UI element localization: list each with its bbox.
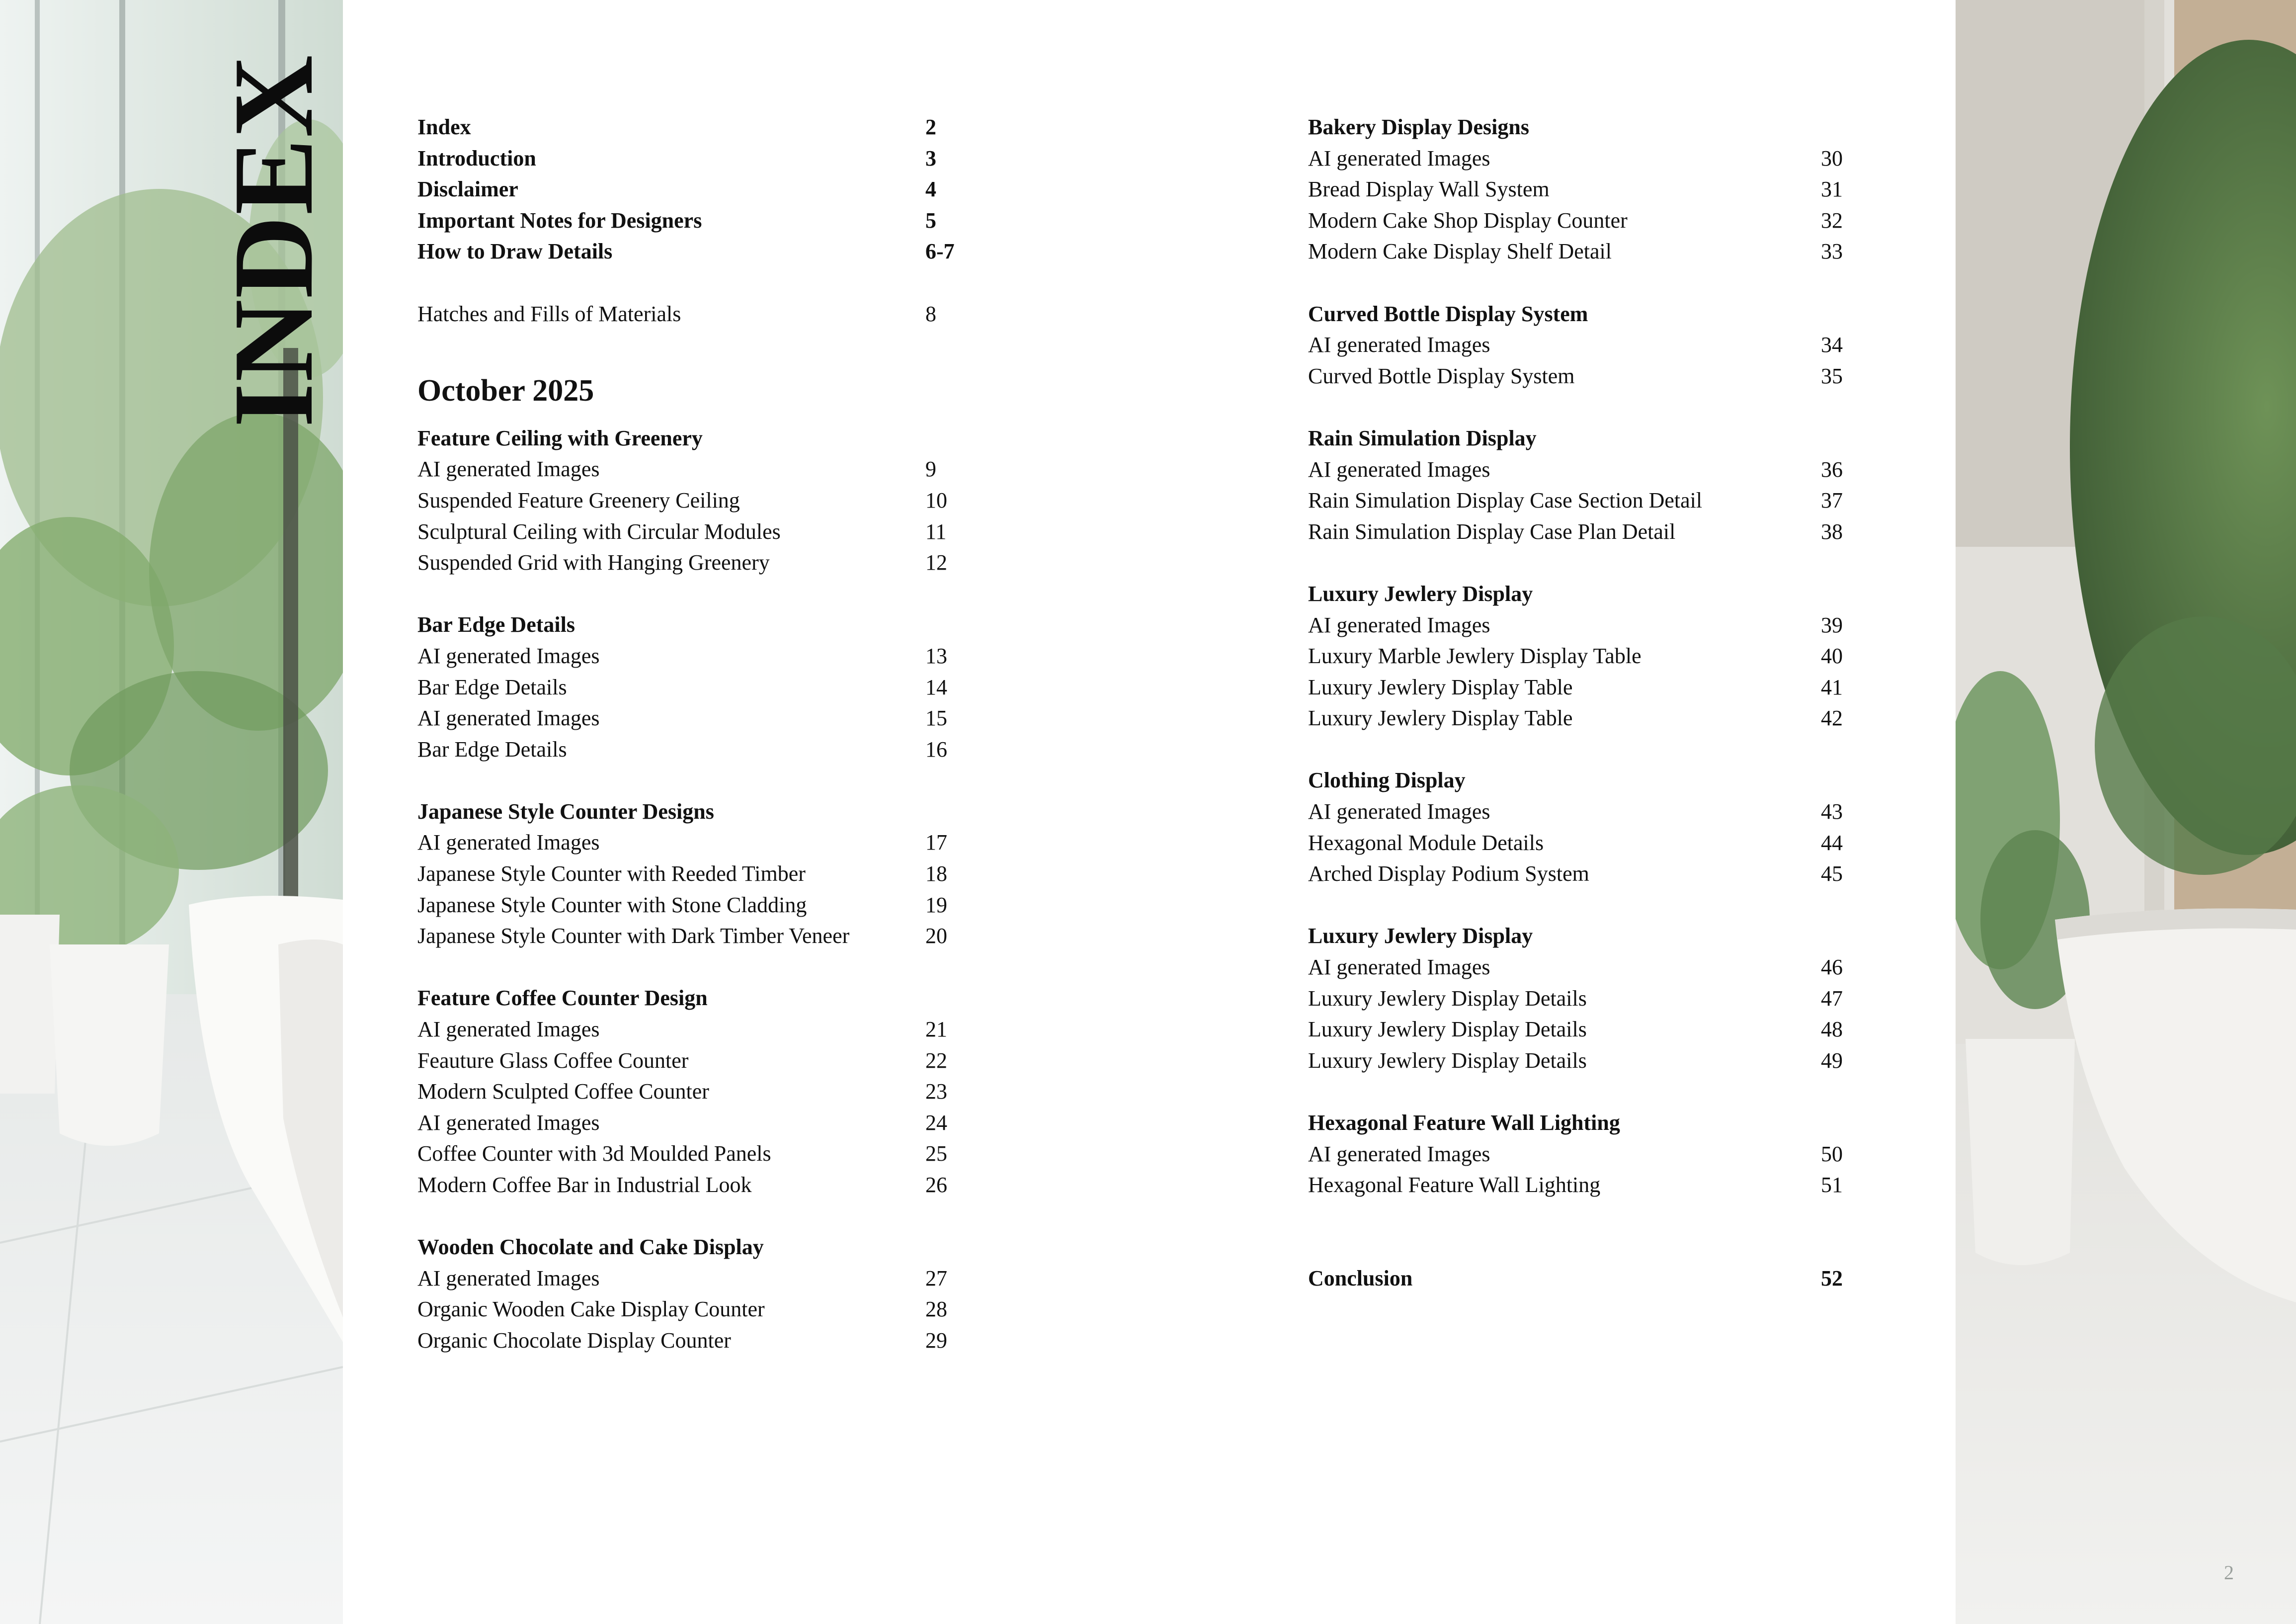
- entry-page: 15: [925, 706, 947, 731]
- entry-label: Rain Simulation Display Case Plan Detail: [1308, 519, 1676, 544]
- entry-label: Organic Chocolate Display Counter: [417, 1328, 731, 1353]
- entry-page: 10: [925, 488, 947, 513]
- entry-label: Arched Display Podium System: [1308, 861, 1589, 886]
- entry-page: 45: [1821, 861, 1843, 886]
- entry-page: 24: [925, 1110, 947, 1135]
- entry-page: 16: [925, 737, 947, 762]
- toc-entry[interactable]: [417, 734, 954, 766]
- toc-entry[interactable]: [1308, 641, 1850, 672]
- toc-entry[interactable]: [1308, 952, 1850, 983]
- section-heading[interactable]: [417, 796, 954, 828]
- toc-entry[interactable]: [1308, 516, 1850, 548]
- toc-entry-conclusion[interactable]: [1308, 1263, 1850, 1294]
- section-heading-label: Curved Bottle Display System: [1308, 301, 1588, 326]
- section-heading[interactable]: [417, 1232, 954, 1263]
- toc-entry[interactable]: [1308, 330, 1850, 361]
- entry-page: 21: [925, 1017, 947, 1042]
- section-heading[interactable]: [1308, 423, 1850, 454]
- spacer: [1308, 734, 1850, 766]
- entry-page: 37: [1821, 488, 1843, 513]
- toc-entry[interactable]: [417, 1294, 954, 1325]
- index-title: INDEX: [210, 54, 336, 427]
- toc-entry[interactable]: [417, 205, 954, 237]
- planter-greenery-photo: [1956, 0, 2296, 1624]
- spacer: [1308, 267, 1850, 299]
- entry-page: 4: [925, 177, 936, 202]
- entry-label: AI generated Images: [417, 1266, 600, 1290]
- toc-entry[interactable]: [1308, 672, 1850, 703]
- entry-page: 6-7: [925, 239, 955, 264]
- toc-entry[interactable]: [1308, 796, 1850, 828]
- entry-label: Modern Cake Shop Display Counter: [1308, 208, 1628, 233]
- entry-page: 23: [925, 1079, 947, 1104]
- entry-page: 47: [1821, 986, 1843, 1011]
- toc-entry[interactable]: [417, 485, 954, 516]
- toc-entry[interactable]: [417, 1108, 954, 1139]
- entry-page: 27: [925, 1266, 947, 1290]
- section-heading[interactable]: [417, 609, 954, 641]
- toc-entry[interactable]: [417, 454, 954, 485]
- entry-page: 22: [925, 1048, 947, 1073]
- toc-entry[interactable]: [1308, 703, 1850, 734]
- toc-entry[interactable]: [1308, 610, 1850, 641]
- section-heading[interactable]: [417, 983, 954, 1014]
- section-heading[interactable]: [1308, 579, 1850, 610]
- toc-entry[interactable]: [1308, 1139, 1850, 1170]
- entry-page: 19: [925, 892, 947, 917]
- section-heading[interactable]: [1308, 299, 1850, 330]
- entry-page: 34: [1821, 333, 1843, 357]
- entry-label: Important Notes for Designers: [417, 208, 702, 233]
- spacer: [417, 952, 954, 983]
- section-heading-label: Japanese Style Counter Designs: [417, 799, 714, 824]
- toc-entry[interactable]: [1308, 174, 1850, 205]
- entry-page: 51: [1821, 1173, 1843, 1197]
- toc-entry[interactable]: [1308, 485, 1850, 516]
- entry-label: Index: [417, 115, 471, 139]
- entry-label: Modern Coffee Bar in Industrial Look: [417, 1173, 752, 1197]
- entry-page: 44: [1821, 830, 1843, 855]
- toc-entry[interactable]: [1308, 1170, 1850, 1201]
- toc-entry[interactable]: [417, 703, 954, 734]
- entry-page: 28: [925, 1297, 947, 1322]
- entry-page: 30: [1821, 146, 1843, 171]
- entry-page: 25: [925, 1141, 947, 1166]
- entry-page: 20: [925, 924, 947, 948]
- section-heading[interactable]: [1308, 112, 1850, 143]
- right-photo-panel: [1956, 0, 2296, 1624]
- section-heading[interactable]: [1308, 1108, 1850, 1139]
- toc-entry[interactable]: [1308, 983, 1850, 1015]
- entry-label: Organic Wooden Cake Display Counter: [417, 1297, 765, 1322]
- entry-label: AI generated Images: [417, 1110, 600, 1135]
- entry-page: 8: [925, 301, 936, 326]
- entry-label: Suspended Grid with Hanging Greenery: [417, 550, 770, 575]
- entry-page: 31: [1821, 177, 1843, 202]
- toc-entry[interactable]: [1308, 236, 1850, 267]
- entry-label: Rain Simulation Display Case Section Detail: [1308, 488, 1703, 513]
- toc-entry[interactable]: [417, 1263, 954, 1294]
- entry-label: AI generated Images: [417, 830, 600, 855]
- toc-entry[interactable]: [417, 641, 954, 672]
- entry-label: Feauture Glass Coffee Counter: [417, 1048, 689, 1073]
- toc-entry[interactable]: [417, 672, 954, 703]
- entry-page: 32: [1821, 208, 1843, 233]
- entry-label: AI generated Images: [417, 457, 600, 482]
- spacer: [1308, 392, 1850, 423]
- toc-entry[interactable]: [1308, 1014, 1850, 1045]
- section-heading-label: Luxury Jewlery Display: [1308, 924, 1533, 948]
- entry-label: AI generated Images: [417, 1017, 600, 1042]
- section-heading-label: Bar Edge Details: [417, 612, 575, 637]
- entry-label: Coffee Counter with 3d Moulded Panels: [417, 1141, 771, 1166]
- entry-page: 12: [925, 550, 947, 575]
- entry-page: 42: [1821, 706, 1843, 731]
- section-heading-label: Hexagonal Feature Wall Lighting: [1308, 1111, 1620, 1135]
- entry-page: 39: [1821, 612, 1843, 637]
- section-heading[interactable]: [1308, 921, 1850, 952]
- entry-label: Luxury Marble Jewlery Display Table: [1308, 644, 1641, 669]
- entry-page: 48: [1821, 1017, 1843, 1042]
- entry-label: AI generated Images: [1308, 799, 1490, 824]
- toc-entry[interactable]: [417, 1045, 954, 1077]
- entry-label: Japanese Style Counter with Dark Timber Veneer: [417, 924, 850, 948]
- section-heading-label: Clothing Display: [1308, 768, 1466, 793]
- month-heading: October 2025: [417, 373, 594, 408]
- entry-label: Sculptural Ceiling with Circular Modules: [417, 519, 781, 544]
- toc-entry[interactable]: [417, 547, 954, 579]
- section-heading-label: Feature Coffee Counter Design: [417, 986, 708, 1011]
- toc-left-column: [417, 112, 954, 1357]
- toc-entry[interactable]: [1308, 858, 1850, 890]
- entry-page: 3: [925, 146, 936, 171]
- entry-label: Disclaimer: [417, 177, 518, 202]
- spacer: [1308, 547, 1850, 579]
- entry-label: AI generated Images: [1308, 955, 1490, 980]
- section-heading-label: Rain Simulation Display: [1308, 426, 1537, 450]
- toc-entry[interactable]: [1308, 828, 1850, 859]
- entry-label: Luxury Jewlery Display Details: [1308, 986, 1587, 1011]
- entry-label: Curved Bottle Display System: [1308, 363, 1575, 388]
- section-heading-label: Wooden Chocolate and Cake Display: [417, 1235, 764, 1260]
- entry-label: Conclusion: [1308, 1266, 1413, 1290]
- page-number: 2: [2224, 1561, 2234, 1584]
- entry-label: Bar Edge Details: [417, 737, 567, 762]
- toc-entry[interactable]: [417, 1014, 954, 1045]
- spacer: [417, 267, 954, 299]
- entry-page: 43: [1821, 799, 1843, 824]
- section-heading-label: Bakery Display Designs: [1308, 115, 1529, 139]
- entry-page: 9: [925, 457, 936, 482]
- toc-entry[interactable]: [1308, 143, 1850, 174]
- toc-entry[interactable]: [417, 143, 954, 174]
- entry-page: 14: [925, 675, 947, 699]
- toc-entry[interactable]: [417, 112, 954, 143]
- entry-label: AI generated Images: [1308, 1141, 1490, 1166]
- entry-page: 35: [1821, 363, 1843, 388]
- entry-label: Modern Sculpted Coffee Counter: [417, 1079, 709, 1104]
- entry-page: 52: [1821, 1266, 1843, 1290]
- toc-entry[interactable]: [417, 827, 954, 858]
- toc-right-column: [1308, 112, 1850, 1294]
- toc-entry[interactable]: [417, 921, 954, 952]
- toc-entry[interactable]: [417, 1170, 954, 1201]
- entry-label: Luxury Jewlery Display Table: [1308, 706, 1573, 731]
- entry-label: Modern Cake Display Shelf Detail: [1308, 239, 1612, 264]
- toc-entry[interactable]: [1308, 454, 1850, 486]
- toc-entry[interactable]: [1308, 361, 1850, 392]
- entry-page: 46: [1821, 955, 1843, 980]
- spacer: [1308, 1201, 1850, 1232]
- spacer: [417, 1201, 954, 1232]
- spacer: [417, 330, 954, 361]
- toc-entry[interactable]: [1308, 1045, 1850, 1077]
- entry-label: Hexagonal Feature Wall Lighting: [1308, 1173, 1601, 1197]
- entry-page: 5: [925, 208, 936, 233]
- toc-entry[interactable]: [417, 1138, 954, 1170]
- toc-entry[interactable]: [417, 1076, 954, 1108]
- entry-label: AI generated Images: [1308, 146, 1490, 171]
- entry-page: 17: [925, 830, 947, 855]
- entry-label: Japanese Style Counter with Reeded Timber: [417, 861, 806, 886]
- entry-page: 26: [925, 1173, 947, 1197]
- entry-page: 18: [925, 861, 947, 886]
- entry-label: How to Draw Details: [417, 239, 613, 264]
- spacer: [1308, 1232, 1850, 1263]
- entry-label: Suspended Feature Greenery Ceiling: [417, 488, 740, 513]
- entry-page: 49: [1821, 1048, 1843, 1073]
- toc-entry[interactable]: [417, 516, 954, 548]
- entry-label: AI generated Images: [1308, 333, 1490, 357]
- entry-page: 13: [925, 643, 947, 668]
- entry-label: Hexagonal Module Details: [1308, 830, 1544, 855]
- entry-label: Luxury Jewlery Display Details: [1308, 1048, 1587, 1073]
- entry-page: 38: [1821, 519, 1843, 544]
- toc-entry[interactable]: [1308, 205, 1850, 237]
- entry-page: 33: [1821, 239, 1843, 264]
- entry-label: AI generated Images: [1308, 612, 1490, 637]
- section-heading-label: Luxury Jewlery Display: [1308, 581, 1533, 606]
- entry-label: AI generated Images: [1308, 457, 1490, 482]
- spacer: [1308, 1076, 1850, 1108]
- entry-label: Bread Display Wall System: [1308, 177, 1550, 202]
- section-heading[interactable]: [417, 423, 954, 454]
- spacer: [1308, 890, 1850, 921]
- entry-page: 2: [925, 115, 936, 139]
- entry-page: 29: [925, 1328, 947, 1353]
- section-heading-label: Feature Ceiling with Greenery: [417, 426, 703, 450]
- section-heading[interactable]: [1308, 765, 1850, 796]
- entry-label: AI generated Images: [417, 643, 600, 668]
- toc-entry[interactable]: [417, 1325, 954, 1357]
- toc-entry[interactable]: [417, 299, 954, 330]
- spacer: [417, 765, 954, 796]
- entry-label: Bar Edge Details: [417, 675, 567, 699]
- toc-entry[interactable]: [417, 236, 954, 267]
- entry-page: 50: [1821, 1141, 1843, 1166]
- entry-label: Luxury Jewlery Display Details: [1308, 1017, 1587, 1042]
- entry-label: AI generated Images: [417, 706, 600, 731]
- entry-label: Luxury Jewlery Display Table: [1308, 675, 1573, 699]
- toc-entry[interactable]: [417, 174, 954, 205]
- toc-entry[interactable]: [417, 858, 954, 890]
- entry-page: 40: [1821, 644, 1843, 669]
- spacer: [417, 579, 954, 610]
- entry-label: Hatches and Fills of Materials: [417, 301, 681, 326]
- entry-label: Introduction: [417, 146, 536, 171]
- entry-page: 11: [925, 519, 947, 544]
- entry-label: Japanese Style Counter with Stone Cladding: [417, 892, 807, 917]
- toc-entry[interactable]: [417, 890, 954, 921]
- entry-page: 41: [1821, 675, 1843, 699]
- entry-page: 36: [1821, 457, 1843, 482]
